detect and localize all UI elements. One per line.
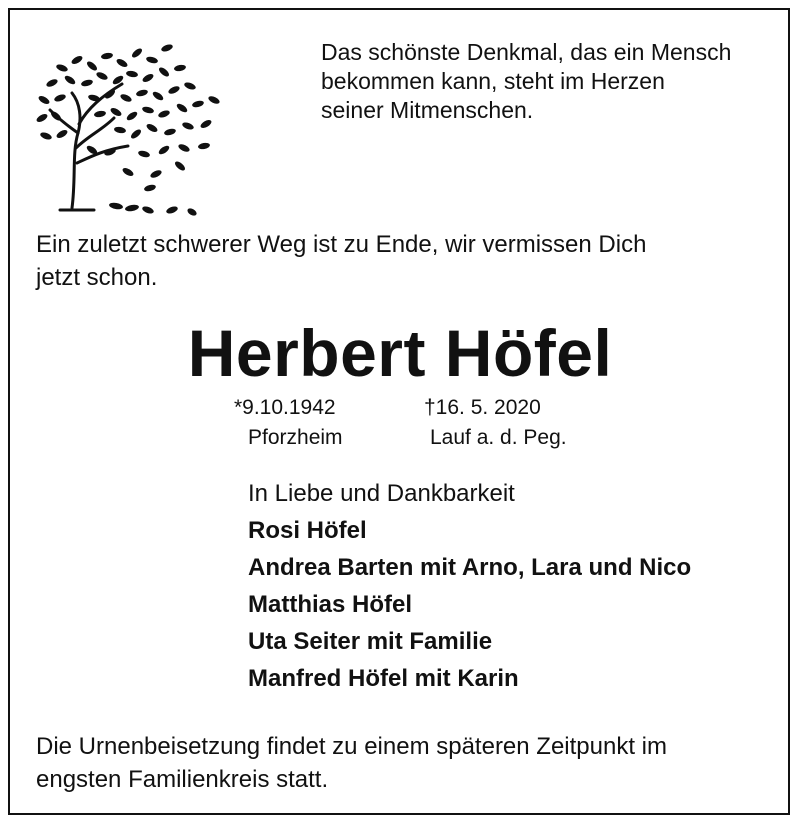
death-date: †16. 5. 2020 (424, 396, 541, 419)
intro-line: Ein zuletzt schwerer Weg ist zu Ende, wir vermissen Dich (36, 231, 647, 258)
tree-with-falling-leaves-icon (32, 38, 232, 223)
quote-line: seiner Mitmenschen. (321, 97, 534, 123)
intro-text (36, 228, 776, 294)
mourner-name: Uta Seiter mit Familie (248, 628, 493, 655)
mourners-list (248, 475, 788, 697)
mourner-name: Matthias Höfel (248, 591, 413, 618)
mourner-name: Rosi Höfel (248, 517, 367, 544)
mourner-name: Manfred Höfel mit Karin (248, 665, 519, 692)
death-info (424, 393, 567, 453)
mourner-name: Andrea Barten mit Arno, Lara und Nico (248, 554, 692, 581)
birth-info (234, 393, 343, 453)
birth-date: *9.10.1942 (234, 396, 336, 419)
memorial-quote (321, 38, 781, 125)
deceased-name: Herbert Höfel (187, 316, 613, 390)
quote-line: Das schönste Denkmal, das ein Mensch (321, 39, 732, 65)
closing-line: engsten Familienkreis statt. (36, 766, 329, 793)
quote-line: bekommen kann, steht im Herzen (321, 68, 665, 94)
intro-line: jetzt schon. (36, 264, 158, 291)
mourners-lead: In Liebe und Dankbarkeit (248, 480, 515, 507)
death-place: Lauf a. d. Peg. (430, 426, 567, 449)
closing-line: Die Urnenbeisetzung findet zu einem späteren Zeitpunkt im (36, 733, 668, 760)
birth-place: Pforzheim (248, 426, 343, 449)
closing-note (36, 730, 781, 796)
